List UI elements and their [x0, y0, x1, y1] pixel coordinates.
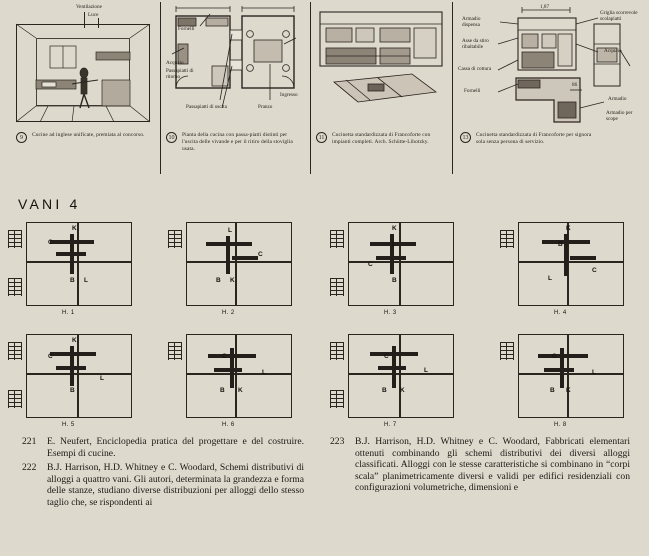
figure-13 — [458, 4, 644, 174]
plan-h8-stair-hatch-top — [500, 342, 514, 360]
figure-13-label-asse-stiro: Asse da stiro ribaltabile — [462, 38, 489, 51]
figure-9 — [10, 4, 156, 174]
figure-11-caption: Cucinetta standardizzata di Francoforte con impianti completi. Arch. Schütte-Lihotzky. — [332, 132, 431, 145]
plan-h2-letter-b: B — [216, 277, 221, 284]
plan-h8-letter-k: K — [566, 387, 571, 394]
figure-9-perspective-lines — [10, 18, 156, 128]
figure-13-number: 13 — [460, 132, 471, 143]
figure-10-label-passapiatti-ritorno: Passapiatti di ritorno — [166, 68, 194, 81]
plan-h7-letter-l: L — [424, 367, 428, 374]
plan-h7-letter-b: B — [382, 387, 387, 394]
plan-h2-rooms — [186, 222, 292, 306]
plan-h4-label: H. 4 — [554, 310, 567, 316]
plan-h6-letter-l: L — [262, 369, 266, 376]
plan-h8-rooms — [518, 334, 624, 418]
plan-h3-letter-b: B — [392, 277, 397, 284]
plan-h6-room-3 — [186, 374, 236, 418]
plan-h3-rooms — [348, 222, 454, 306]
reference-222-text: B.J. Harrison, H.D. Whitney e C. Woodard, Schemi distributivi di alloggi a quattro vani. Gli autori, determinata la grandezza e forma delle stanze, studiano diverse distribuzioni per alloggi dello stesso taglio che, se rispondenti ai — [47, 462, 304, 508]
plan-h7-stair-hatch-bottom — [330, 390, 344, 408]
plan-h5 — [8, 334, 132, 430]
plan-h2-letter-l: L — [228, 227, 232, 234]
plan-h1-stair-hatch-bottom — [8, 278, 22, 296]
plan-h2-letter-k: K — [230, 277, 235, 284]
plan-h2-room-4 — [236, 262, 292, 306]
plan-h3-stair-hatch-top — [330, 230, 344, 248]
plan-h5-letter-c: C — [48, 353, 53, 360]
plan-h4-room-3 — [518, 262, 568, 306]
plan-h6-stair-hatch-top — [168, 342, 182, 360]
plan-h8-room-4 — [568, 374, 624, 418]
plan-h5-core-wall-h2 — [56, 366, 86, 370]
plan-h6-letter-c: C — [222, 353, 227, 360]
figure-divider-2 — [310, 2, 311, 174]
plan-h7-label: H. 7 — [384, 422, 397, 428]
plan-h3-core-wall-v — [390, 234, 394, 274]
plan-h6-letter-k: K — [238, 387, 243, 394]
reference-221-text: E. Neufert, Enciclopedia pratica del progettare e del costruire. Esempi di cucine. — [47, 436, 304, 459]
plan-h1-label: H. 1 — [62, 310, 75, 316]
figure-10-label-fornelli: Fornelli — [178, 26, 195, 32]
plan-h8 — [500, 334, 624, 430]
figure-11-drawing — [316, 4, 448, 128]
plan-h4-letter-l: L — [548, 275, 552, 282]
plan-h6-core-wall-h2 — [214, 368, 242, 372]
reference-221-number: 221 — [22, 436, 37, 447]
plan-h6-room-4 — [236, 374, 292, 418]
plan-h5-room-4 — [78, 374, 132, 418]
plan-h4-rooms — [518, 222, 624, 306]
plan-h6-label: H. 6 — [222, 422, 235, 428]
plan-h1-stair-hatch-top — [8, 230, 22, 248]
figure-10-label-passapiatti-uscita: Passapiatti di uscita — [186, 104, 227, 110]
figure-13-dimension-187: 1,87 — [540, 4, 550, 10]
figure-10-caption: Pianta della cucina con passa-piatti distinti per l'uscita delle vivande e per il ritiro della stoviglia usata. — [182, 132, 293, 152]
plan-h4-stair-hatch-top — [500, 230, 514, 248]
figure-13-label-armadio-dispensa: Armadio dispensa — [462, 16, 481, 29]
plan-h1-core-wall-h2 — [56, 252, 86, 256]
reference-223-text: B.J. Harrison, H.D. Whitney e C. Woodard, Fabbricati elementari ottenuti combinando gli schemi distributivi dei diversi alloggi classificati. Alloggi con le stesse caratteristiche si combinano in “corpi scala” planimetricamente diversi e validi per edifici residenziali con configurazioni volumetriche, dimensioni e — [355, 436, 630, 494]
plan-h7-core-wall-h2 — [378, 366, 406, 370]
plan-h2 — [168, 222, 292, 318]
apartment-plan-grid — [0, 218, 649, 430]
plan-h5-letter-b: B — [70, 387, 75, 394]
plan-h1-letter-l: L — [84, 277, 88, 284]
plan-h6 — [168, 334, 292, 430]
reference-223-number: 223 — [330, 436, 345, 447]
plan-h3-core-wall-h2 — [376, 256, 406, 260]
plan-h4-core-wall-h2 — [570, 256, 596, 260]
plan-h4-core-wall-v — [564, 234, 568, 276]
plan-h4-letter-b: B — [558, 241, 563, 248]
plan-h8-label: H. 8 — [554, 422, 567, 428]
reference-222-number: 222 — [22, 462, 37, 474]
reference-222 — [22, 462, 304, 508]
reference-223 — [330, 436, 630, 494]
figure-13-dimension-86: 86 — [572, 82, 578, 88]
top-figure-strip — [0, 0, 649, 178]
caption-column-left — [22, 436, 304, 511]
figure-13-caption: Cucinetta standardizzata di Francoforte per signora sola senza persona di servizio. — [476, 132, 592, 145]
plan-h1-letter-c: C — [48, 239, 53, 246]
plan-h5-letter-k: K — [72, 337, 77, 344]
figure-9-caption: Cucine ad inglese unificate, premiata al concorso. — [32, 132, 145, 138]
plan-h5-stair-hatch-bottom — [8, 390, 22, 408]
plan-h3-letter-l: L — [392, 241, 396, 248]
figure-13-label-cassa-cottura: Cassa di cottura — [458, 66, 492, 72]
plan-h1-letter-b: B — [70, 277, 75, 284]
plan-h4-letter-c: C — [592, 267, 597, 274]
plan-h7 — [330, 334, 454, 430]
plan-h1-letter-k: K — [72, 225, 77, 232]
plan-h3-letter-k: K — [392, 225, 397, 232]
figure-10 — [166, 4, 306, 174]
figure-13-label-armadio: Armadio — [608, 96, 627, 102]
caption-column-right — [330, 436, 630, 496]
plan-h5-label: H. 5 — [62, 422, 75, 428]
figure-10-label-pranzo: Pranzo — [258, 104, 273, 110]
figure-13-label-armadio-scope: Armadio per scope — [606, 110, 633, 123]
plan-h6-letter-b: B — [220, 387, 225, 394]
figure-13-label-fornelli: Fornelli — [464, 88, 481, 94]
figure-10-number: 10 — [166, 132, 177, 143]
plan-h3 — [330, 222, 454, 318]
figure-11-number: 11 — [316, 132, 327, 143]
plan-h3-label: H. 3 — [384, 310, 397, 316]
plan-h7-letter-k: K — [400, 387, 405, 394]
reference-221 — [22, 436, 304, 459]
plan-h2-stair-hatch-top — [168, 230, 182, 248]
figure-10-label-acquaio: Acquaio — [166, 60, 184, 66]
plan-h5-rooms — [26, 334, 132, 418]
figure-9-label-luce: Luce — [88, 12, 99, 18]
figure-9-label-ventilazione: Ventilazione — [76, 4, 102, 10]
plan-h3-room-4 — [400, 262, 454, 306]
plan-h1 — [8, 222, 132, 318]
figure-divider-3 — [452, 2, 453, 174]
plan-h4 — [500, 222, 624, 318]
plan-h7-rooms — [348, 334, 454, 418]
plan-h5-letter-l: L — [100, 375, 104, 382]
plan-h3-letter-c: C — [368, 261, 373, 268]
plan-h8-letter-l: L — [592, 369, 596, 376]
plan-h7-stair-hatch-top — [330, 342, 344, 360]
plan-h7-letter-c: C — [384, 353, 389, 360]
plan-h2-letter-c: C — [258, 251, 263, 258]
plan-h3-stair-hatch-bottom — [330, 278, 344, 296]
figure-9-number: 9 — [16, 132, 27, 143]
reference-captions — [0, 436, 649, 556]
plan-h8-letter-c: C — [552, 353, 557, 360]
plan-h8-letter-b: B — [550, 387, 555, 394]
figure-10-label-ingresso: Ingresso — [280, 92, 298, 98]
plan-h2-label: H. 2 — [222, 310, 235, 316]
plan-h6-rooms — [186, 334, 292, 418]
section-heading: VANI 4 — [18, 196, 81, 212]
plan-h5-stair-hatch-top — [8, 342, 22, 360]
plan-h2-core-wall-h2 — [232, 256, 258, 260]
figure-13-label-griglia: Griglia scorrevole scolapiatti — [600, 10, 638, 23]
plan-h2-core-wall-v — [226, 236, 230, 274]
figure-divider-1 — [160, 2, 161, 174]
figure-11 — [316, 4, 448, 174]
plan-h8-core-wall-h2 — [544, 368, 574, 372]
plan-h7-room-4 — [400, 374, 454, 418]
figure-13-label-acquaio: Acquaio — [604, 48, 622, 54]
plan-h1-rooms — [26, 222, 132, 306]
plan-h4-letter-k: K — [566, 225, 571, 232]
